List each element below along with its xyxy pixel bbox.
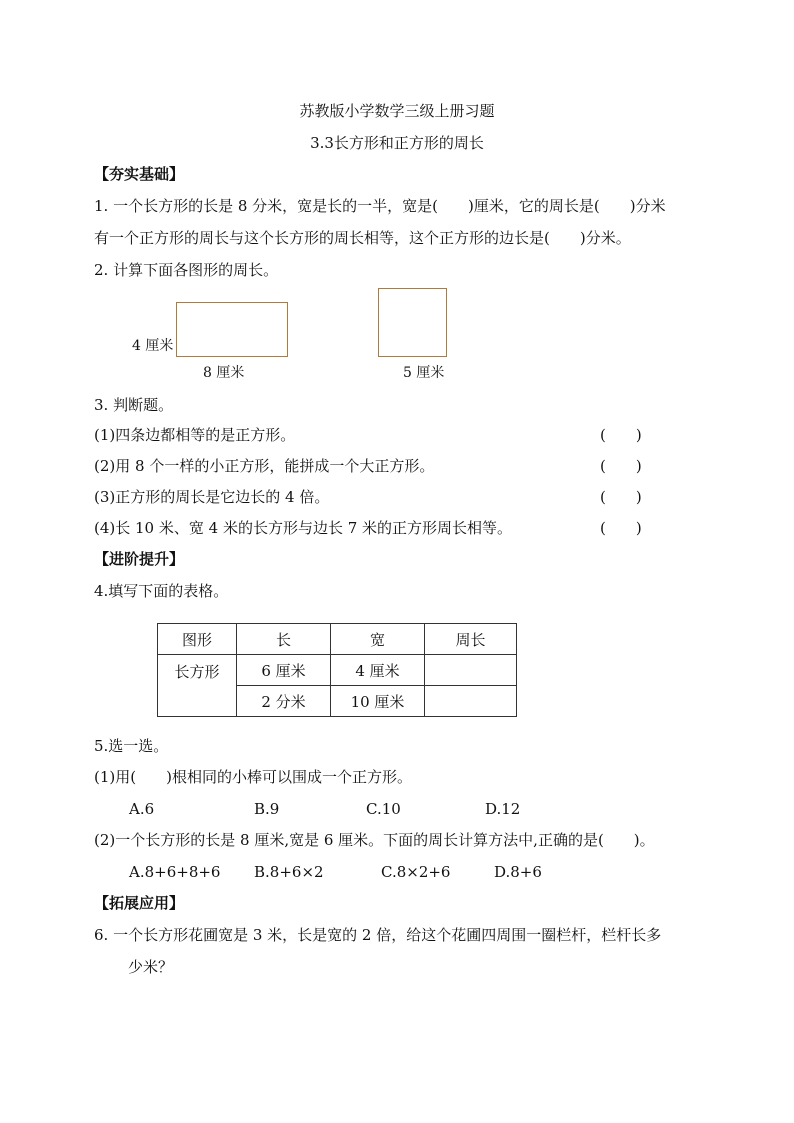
table-answer-cell[interactable] bbox=[425, 686, 517, 717]
question-1-line-1: 1. 一个长方形的长是 8 分米，宽是长的一半，宽是( )厘米，它的周长是( )分米 bbox=[94, 197, 666, 215]
option-5-2-b[interactable]: B.8+6×2 bbox=[254, 863, 324, 881]
option-5-2-a[interactable]: A.8+6+8+6 bbox=[129, 863, 221, 881]
table-cell: 4 厘米 bbox=[331, 655, 425, 686]
question-4-text: 4.填写下面的表格。 bbox=[94, 582, 229, 600]
table-header-cell: 宽 bbox=[331, 624, 425, 655]
option-5-1-c[interactable]: C.10 bbox=[366, 800, 401, 818]
table-row bbox=[158, 655, 517, 686]
table-header-cell: 图形 bbox=[158, 624, 237, 655]
question-6-line-1: 6. 一个长方形花圃宽是 3 米，长是宽的 2 倍，给这个花圃四周围一圈栏杆，栏杆长多 bbox=[94, 926, 662, 944]
option-5-1-b[interactable]: B.9 bbox=[254, 800, 280, 818]
option-5-2-c[interactable]: C.8×2+6 bbox=[381, 863, 451, 881]
judge-item-4: (4)长 10 米、宽 4 米的长方形与边长 7 米的正方形周长相等。 bbox=[94, 519, 513, 537]
section-basic-heading: 【夯实基础】 bbox=[94, 165, 185, 183]
option-5-1-d[interactable]: D.12 bbox=[485, 800, 521, 818]
question-5-1-text: (1)用( )根相同的小棒可以围成一个正方形。 bbox=[94, 768, 412, 786]
square-side-label: 5 厘米 bbox=[403, 365, 445, 381]
section-advanced-heading: 【进阶提升】 bbox=[94, 550, 185, 568]
square-figure bbox=[378, 288, 447, 357]
judge-blank-3[interactable]: ( ) bbox=[600, 488, 642, 506]
judge-item-2: (2)用 8 个一样的小正方形，能拼成一个大正方形。 bbox=[94, 457, 435, 475]
rectangle-height-label: 4 厘米 bbox=[132, 338, 174, 354]
judge-blank-1[interactable]: ( ) bbox=[600, 426, 642, 444]
question-2-text: 2. 计算下面各图形的周长。 bbox=[94, 261, 279, 279]
section-extend-heading: 【拓展应用】 bbox=[94, 894, 185, 912]
judge-item-3: (3)正方形的周长是它边长的 4 倍。 bbox=[94, 488, 330, 506]
page-title: 苏教版小学数学三级上册习题 bbox=[299, 102, 495, 120]
page-subtitle: 3.3长方形和正方形的周长 bbox=[310, 134, 484, 152]
rectangle-figure bbox=[176, 302, 288, 357]
table-cell: 6 厘米 bbox=[237, 655, 331, 686]
question-5-2-text: (2)一个长方形的长是 8 厘米,宽是 6 厘米。下面的周长计算方法中,正确的是( )。 bbox=[94, 831, 655, 849]
question-1-line-2: 有一个正方形的周长与这个长方形的周长相等，这个正方形的边长是( )分米。 bbox=[94, 229, 631, 247]
option-5-2-d[interactable]: D.8+6 bbox=[494, 863, 542, 881]
table-header-cell: 长 bbox=[237, 624, 331, 655]
table-cell: 10 厘米 bbox=[331, 686, 425, 717]
table-answer-cell[interactable] bbox=[425, 655, 517, 686]
option-5-1-a[interactable]: A.6 bbox=[129, 800, 155, 818]
rectangle-width-label: 8 厘米 bbox=[203, 365, 245, 381]
judge-item-1: (1)四条边都相等的是正方形。 bbox=[94, 426, 296, 444]
table-cell: 2 分米 bbox=[237, 686, 331, 717]
table-shape-cell: 长方形 bbox=[158, 655, 237, 717]
judge-blank-2[interactable]: ( ) bbox=[600, 457, 642, 475]
table-header-row bbox=[158, 624, 517, 655]
question-5-text: 5.选一选。 bbox=[94, 737, 169, 755]
table-header-cell: 周长 bbox=[425, 624, 517, 655]
perimeter-table bbox=[157, 623, 517, 717]
question-3-text: 3. 判断题。 bbox=[94, 396, 174, 414]
question-6-line-2: 少米？ bbox=[128, 958, 174, 976]
judge-blank-4[interactable]: ( ) bbox=[600, 519, 642, 537]
